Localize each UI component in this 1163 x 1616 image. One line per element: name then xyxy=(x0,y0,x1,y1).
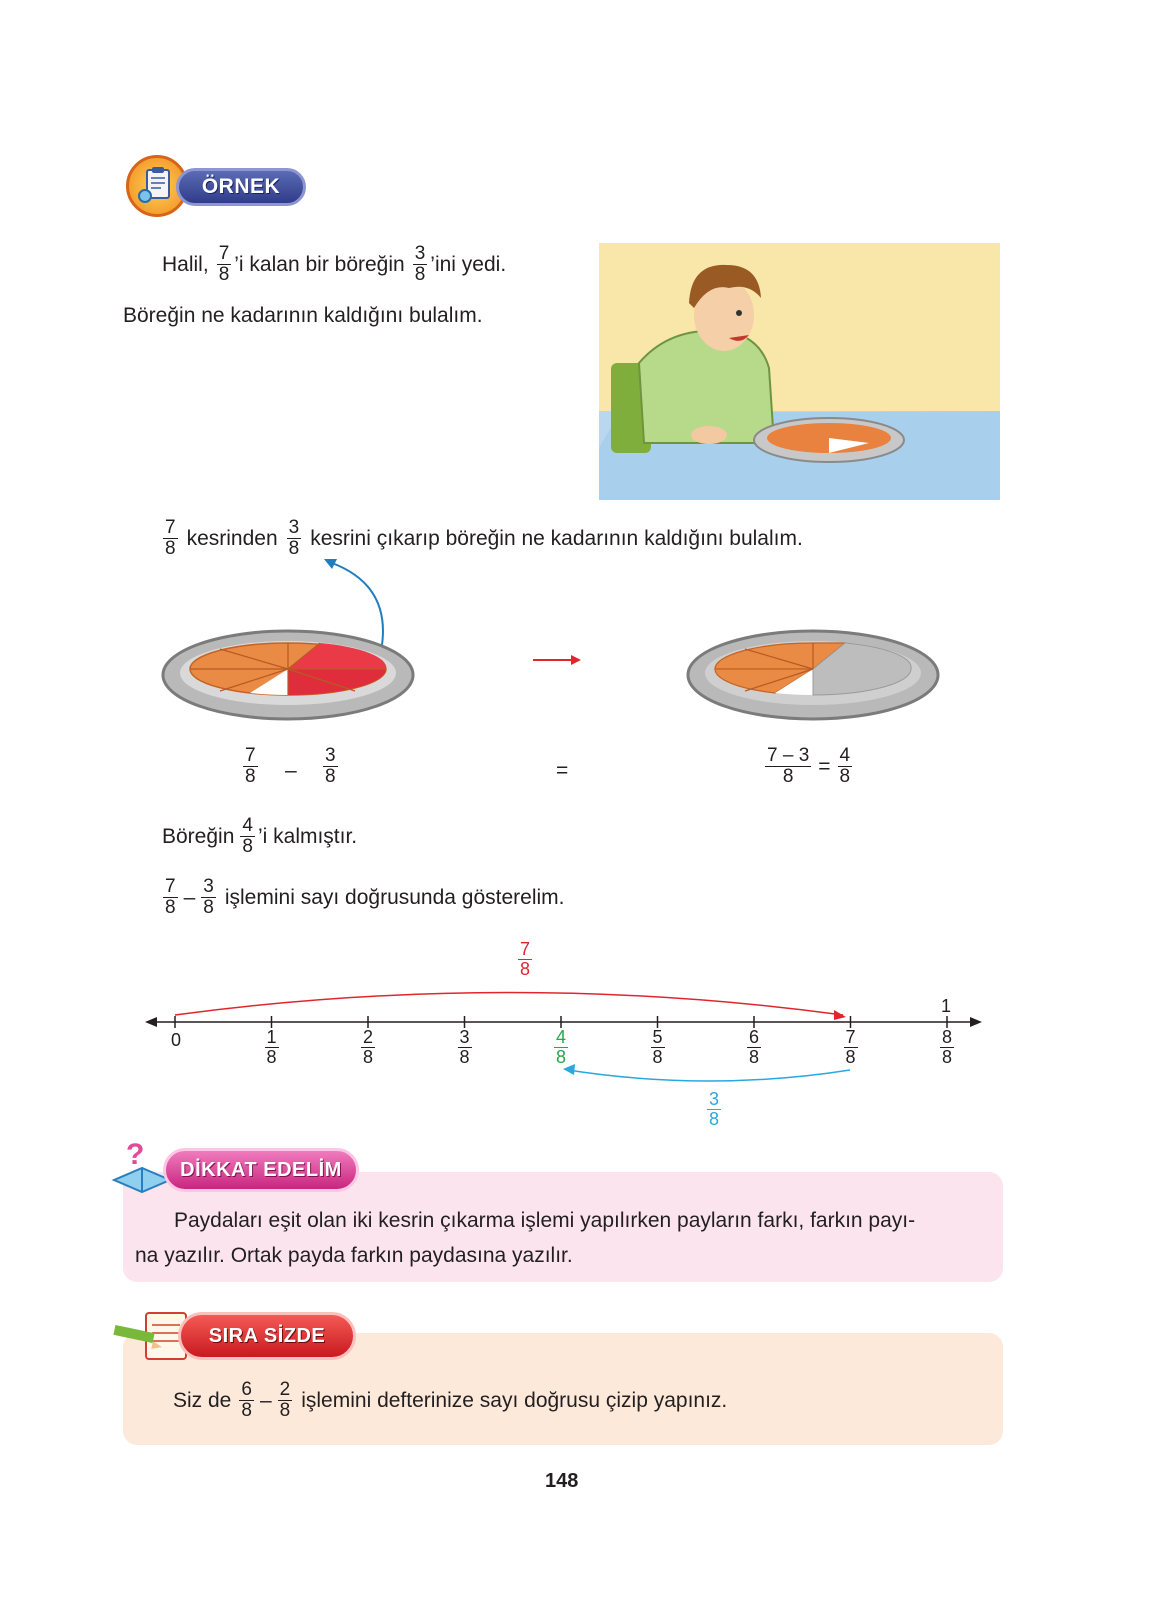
fraction-denominator: 8 xyxy=(459,1046,470,1067)
intro-mid-text: ’i kalan bir böreğin xyxy=(234,252,405,276)
sira-text-2: işlemini defterinize sayı doğrusu çizip yapınız. xyxy=(301,1388,728,1412)
fraction-denominator: 8 xyxy=(218,263,230,285)
fraction-numerator: 4 xyxy=(839,745,851,766)
tick-label xyxy=(358,1028,378,1067)
fraction-denominator: 8 xyxy=(414,263,426,285)
fraction-denominator: 8 xyxy=(941,1046,953,1067)
fraction-numerator: 2 xyxy=(362,1027,374,1047)
fraction-numerator: 2 xyxy=(279,1379,291,1400)
fraction-numerator: 7 xyxy=(165,876,176,897)
fraction-numerator: 7 xyxy=(845,1027,856,1047)
ornek-label: ÖRNEK xyxy=(176,168,306,206)
sira-line xyxy=(173,1380,727,1421)
tick-label xyxy=(647,1028,667,1067)
tick-label xyxy=(840,1028,860,1067)
fraction-numerator: 1 xyxy=(266,1027,277,1047)
fraction-numerator: 5 xyxy=(652,1027,663,1047)
tick-label xyxy=(744,1028,764,1067)
dikkat-text-line-2: na yazılır. Ortak payda farkın paydasına yazılır. xyxy=(135,1244,573,1267)
fraction-denominator: 8 xyxy=(245,765,256,787)
dikkat-label: DİKKAT EDELİM xyxy=(163,1148,359,1192)
numberline-intro-text: işlemini sayı doğrusunda gösterelim. xyxy=(224,885,565,909)
right-arrowhead xyxy=(970,1017,982,1027)
equation-equals-2: = xyxy=(818,754,831,778)
fraction-numerator: 3 xyxy=(203,876,214,897)
fraction-numerator: 3 xyxy=(708,1089,720,1109)
fraction-numerator: 7 xyxy=(519,939,531,959)
fraction-denominator: 8 xyxy=(362,1046,374,1067)
intro-name: Halil, xyxy=(162,252,209,276)
fraction-denominator: 8 xyxy=(652,1046,663,1067)
fraction-numerator: 4 xyxy=(555,1027,567,1047)
red-arc xyxy=(175,993,843,1016)
fraction-denominator: 8 xyxy=(519,958,531,979)
svg-text:?: ? xyxy=(126,1138,145,1171)
sira-label: SIRA SİZDE xyxy=(178,1312,356,1360)
intro-line-2: Böreğin ne kadarının kaldığını bulalım. xyxy=(123,304,483,327)
bottom-arc-label xyxy=(704,1090,724,1129)
fraction-denominator: 8 xyxy=(279,1399,291,1421)
dikkat-text-line-1: Paydaları eşit olan iki kesrin çıkarma işlemi yapılırken payların farkı, farkın payı- xyxy=(174,1209,916,1232)
page-number: 148 xyxy=(545,1470,579,1492)
step-text-2: kesrini çıkarıp böreğin ne kadarının kaldığını bulalım. xyxy=(310,526,803,550)
fraction-denominator: 8 xyxy=(165,896,176,918)
blue-arc xyxy=(568,1070,850,1081)
fraction-numerator: 7 – 3 xyxy=(767,745,810,766)
tick-label xyxy=(261,1028,281,1067)
fraction-denominator: 8 xyxy=(748,1046,760,1067)
red-arc-head xyxy=(834,1010,846,1020)
minus-sign: – xyxy=(183,885,196,909)
result-text-2: ’i kalmıştır. xyxy=(257,824,358,848)
fraction-numerator: 3 xyxy=(459,1027,470,1047)
fraction-numerator: 3 xyxy=(325,745,336,766)
minus-sign: – xyxy=(259,1388,272,1412)
tick-label xyxy=(551,1028,571,1067)
fraction-numerator: 7 xyxy=(218,243,230,264)
equation-equals: = xyxy=(556,759,569,782)
fraction-denominator: 8 xyxy=(325,765,336,787)
top-arc-label xyxy=(515,940,535,979)
fraction-numerator: 3 xyxy=(288,517,300,538)
tick-label-one: 1 xyxy=(940,996,952,1016)
step-text-1: kesrinden xyxy=(186,526,278,550)
tick-label-zero: 0 xyxy=(170,1030,182,1050)
tick-label xyxy=(454,1028,474,1067)
tick-label xyxy=(937,1028,957,1067)
equation-minus: – xyxy=(285,759,297,782)
fraction-denominator: 8 xyxy=(241,1399,252,1421)
fraction-denominator: 8 xyxy=(203,896,214,918)
left-arrowhead xyxy=(145,1017,157,1027)
fraction-denominator: 8 xyxy=(555,1046,567,1067)
fraction-denominator: 8 xyxy=(266,1046,277,1067)
intro-end-text: ’ini yedi. xyxy=(430,252,507,276)
fraction-numerator: 8 xyxy=(941,1027,953,1047)
sira-text-1: Siz de xyxy=(173,1388,232,1412)
fraction-numerator: 3 xyxy=(414,243,426,264)
fraction-numerator: 7 xyxy=(245,745,256,766)
fraction-denominator: 8 xyxy=(782,765,794,787)
fraction-denominator: 8 xyxy=(839,765,851,787)
fraction-denominator: 8 xyxy=(845,1046,856,1067)
fraction-denominator: 8 xyxy=(165,537,176,559)
fraction-denominator: 8 xyxy=(708,1108,720,1129)
fraction-denominator: 8 xyxy=(288,537,300,559)
fraction-numerator: 6 xyxy=(241,1379,252,1400)
fraction-numerator: 7 xyxy=(165,517,176,538)
result-text-1: Böreğin xyxy=(162,824,235,848)
fraction-denominator: 8 xyxy=(242,835,253,857)
fraction-numerator: 4 xyxy=(242,815,253,836)
fraction-numerator: 6 xyxy=(748,1027,760,1047)
